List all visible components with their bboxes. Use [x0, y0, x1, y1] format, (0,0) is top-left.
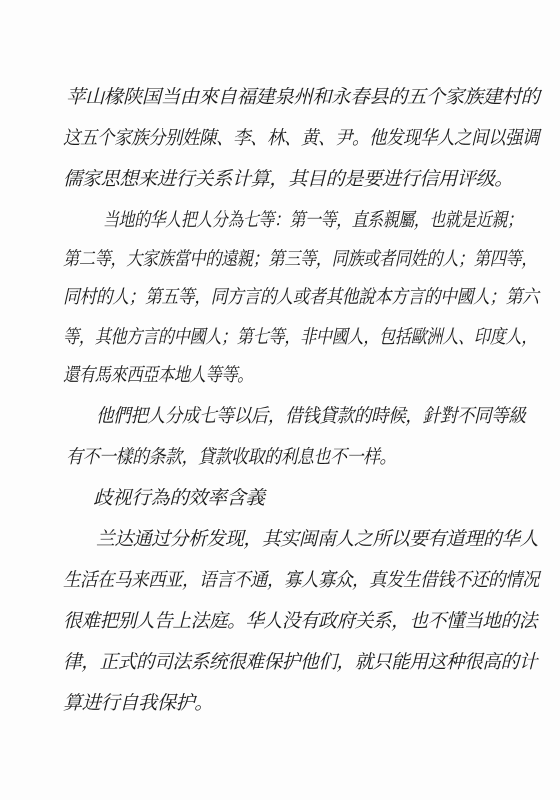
- text-line-7: 等，其他方言的中國人；第七等，非中國人，包括歐洲人、印度人，: [63, 326, 538, 348]
- text-line-1: 苹山椽陕国当由來自福建泉州和永春县的五个家族建村的: [66, 86, 540, 108]
- text-line-9: 他們把人分成七等以后，借钱貸款的時候，針對不同等級: [96, 405, 526, 427]
- text-line-3: 儒家思想来进行关系计算，其目的是要进行信用评级。: [63, 168, 514, 190]
- text-line-5: 第二等，大家族當中的遠親；第三等，同族或者同姓的人；第四等，: [63, 248, 538, 270]
- text-line-6: 同村的人；第五等，同方言的人或者其他說本方言的中國人；第六: [63, 286, 539, 308]
- text-line-2: 这五个家族分别姓陳、李、林、黄、尹。他发现华人之间以强调: [63, 127, 540, 149]
- section-heading: 歧视行為的效率含義: [93, 487, 265, 509]
- text-line-13: 生活在马来西亚，语言不通，寡人寡众，真发生借钱不还的情况: [63, 569, 540, 591]
- text-line-16: 算进行自我保护。: [63, 692, 214, 714]
- text-line-4: 当地的华人把人分為七等：第一等，直系親屬，也就是近親；: [103, 209, 523, 231]
- text-line-10: 有不一樣的条款，貸款收取的利息也不一样。: [66, 446, 397, 468]
- text-line-12: 兰达通过分析发现，其实闽南人之所以要有道理的华人: [96, 528, 539, 550]
- text-line-14: 很难把别人告上法庭。华人没有政府关系，也不懂当地的法: [63, 610, 538, 632]
- text-line-8: 還有馬來西亞本地人等等。: [63, 364, 254, 386]
- text-line-15: 律，正式的司法系统很难保护他们，就只能用这种很高的计: [63, 651, 538, 673]
